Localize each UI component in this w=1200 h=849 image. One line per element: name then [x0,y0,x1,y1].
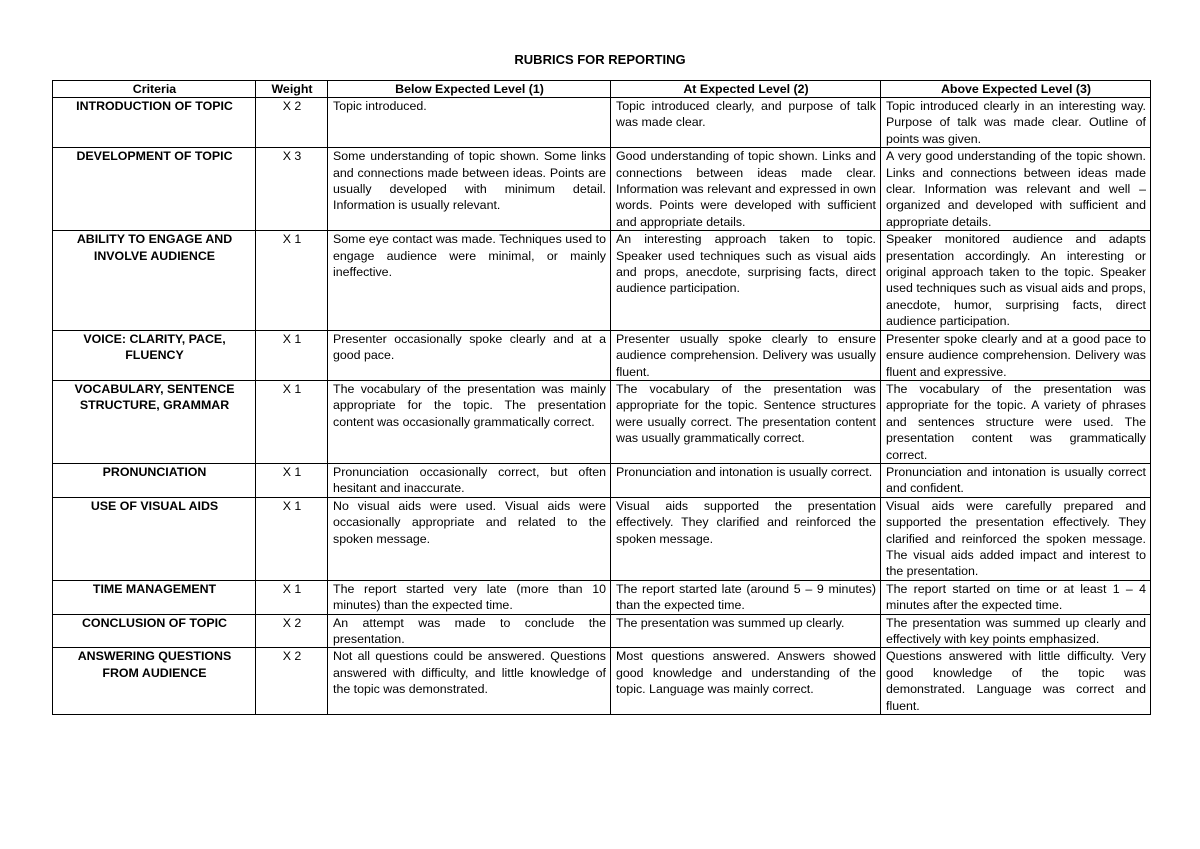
at-expected-cell: Good understanding of topic shown. Links and connections between ideas made clear. Information was relevant and expressed in own words. Points were developed with sufficient and appropriate details. [611,148,881,231]
below-expected-cell: Topic introduced. [328,98,611,148]
above-expected-cell: Presenter spoke clearly and at a good pace to ensure audience comprehension. Delivery was fluent and expressive. [881,330,1151,380]
table-row [53,648,1151,715]
below-expected-cell: Not all questions could be answered. Questions answered with difficulty, and little knowledge of the topic was demonstrated. [328,648,611,715]
criteria-cell: VOICE: CLARITY, PACE, FLUENCY [53,330,256,380]
table-row [53,380,1151,463]
below-expected-cell: The vocabulary of the presentation was mainly appropriate for the topic. The presentation content was occasionally grammatically correct. [328,380,611,463]
header-below-expected: Below Expected Level (1) [328,81,611,98]
weight-cell: X 1 [256,497,328,580]
table-row [53,98,1151,148]
criteria-cell: ABILITY TO ENGAGE AND INVOLVE AUDIENCE [53,231,256,330]
criteria-cell: CONCLUSION OF TOPIC [53,614,256,648]
weight-cell: X 3 [256,148,328,231]
table-row [53,148,1151,231]
at-expected-cell: Presenter usually spoke clearly to ensure audience comprehension. Delivery was usually fluent. [611,330,881,380]
below-expected-cell: Pronunciation occasionally correct, but often hesitant and inaccurate. [328,463,611,497]
at-expected-cell: Pronunciation and intonation is usually correct. [611,463,881,497]
above-expected-cell: Topic introduced clearly in an interesting way. Purpose of talk was made clear. Outline of points was given. [881,98,1151,148]
rubric-table [52,80,1151,715]
below-expected-cell: An attempt was made to conclude the presentation. [328,614,611,648]
above-expected-cell: A very good understanding of the topic shown. Links and connections between ideas made clear. Information was relevant and well – organized and developed with sufficient and appropriate details. [881,148,1151,231]
header-at-expected: At Expected Level (2) [611,81,881,98]
criteria-cell: TIME MANAGEMENT [53,580,256,614]
above-expected-cell: Speaker monitored audience and adapts presentation accordingly. An interesting or original approach taken to the topic. Speaker used techniques such as visual aids and props, anecdote, humor, surprising facts, direct audience participation. [881,231,1151,330]
below-expected-cell: Some eye contact was made. Techniques used to engage audience were minimal, or mainly ineffective. [328,231,611,330]
weight-cell: X 1 [256,580,328,614]
criteria-cell: INTRODUCTION OF TOPIC [53,98,256,148]
weight-cell: X 1 [256,380,328,463]
at-expected-cell: An interesting approach taken to topic. Speaker used techniques such as visual aids and props, anecdote, surprising facts, direct audience participation. [611,231,881,330]
below-expected-cell: Presenter occasionally spoke clearly and at a good pace. [328,330,611,380]
below-expected-cell: The report started very late (more than 10 minutes) than the expected time. [328,580,611,614]
at-expected-cell: Topic introduced clearly, and purpose of talk was made clear. [611,98,881,148]
at-expected-cell: Visual aids supported the presentation effectively. They clarified and reinforced the spoken message. [611,497,881,580]
at-expected-cell: The presentation was summed up clearly. [611,614,881,648]
above-expected-cell: Visual aids were carefully prepared and supported the presentation effectively. They clarified and reinforced the spoken message. The visual aids added impact and interest to the presentation. [881,497,1151,580]
header-weight: Weight [256,81,328,98]
criteria-cell: PRONUNCIATION [53,463,256,497]
at-expected-cell: The report started late (around 5 – 9 minutes) than the expected time. [611,580,881,614]
weight-cell: X 1 [256,463,328,497]
above-expected-cell: The presentation was summed up clearly and effectively with key points emphasized. [881,614,1151,648]
criteria-cell: VOCABULARY, SENTENCE STRUCTURE, GRAMMAR [53,380,256,463]
document-title: RUBRICS FOR REPORTING [514,52,686,67]
weight-cell: X 1 [256,330,328,380]
weight-cell: X 2 [256,614,328,648]
criteria-cell: ANSWERING QUESTIONS FROM AUDIENCE [53,648,256,715]
below-expected-cell: Some understanding of topic shown. Some links and connections made between ideas. Points are usually developed with minimum detail. Information is usually relevant. [328,148,611,231]
criteria-cell: USE OF VISUAL AIDS [53,497,256,580]
table-row [53,463,1151,497]
table-row [53,614,1151,648]
weight-cell: X 2 [256,648,328,715]
below-expected-cell: No visual aids were used. Visual aids were occasionally appropriate and related to the spoken message. [328,497,611,580]
table-row [53,497,1151,580]
table-row [53,231,1151,330]
above-expected-cell: The report started on time or at least 1 – 4 minutes after the expected time. [881,580,1151,614]
header-above-expected: Above Expected Level (3) [881,81,1151,98]
weight-cell: X 2 [256,98,328,148]
header-row [53,81,1151,98]
above-expected-cell: Questions answered with little difficulty. Very good knowledge of the topic was demonstrated. Language was correct and fluent. [881,648,1151,715]
at-expected-cell: Most questions answered. Answers showed good knowledge and understanding of the topic. Language was mainly correct. [611,648,881,715]
weight-cell: X 1 [256,231,328,330]
at-expected-cell: The vocabulary of the presentation was appropriate for the topic. Sentence structures were usually correct. The presentation content was usually grammatically correct. [611,380,881,463]
above-expected-cell: Pronunciation and intonation is usually correct and confident. [881,463,1151,497]
table-row [53,330,1151,380]
table-row [53,580,1151,614]
criteria-cell: DEVELOPMENT OF TOPIC [53,148,256,231]
header-criteria: Criteria [53,81,256,98]
above-expected-cell: The vocabulary of the presentation was appropriate for the topic. A variety of phrases and sentences structure were used. The presentation content was grammatically correct. [881,380,1151,463]
